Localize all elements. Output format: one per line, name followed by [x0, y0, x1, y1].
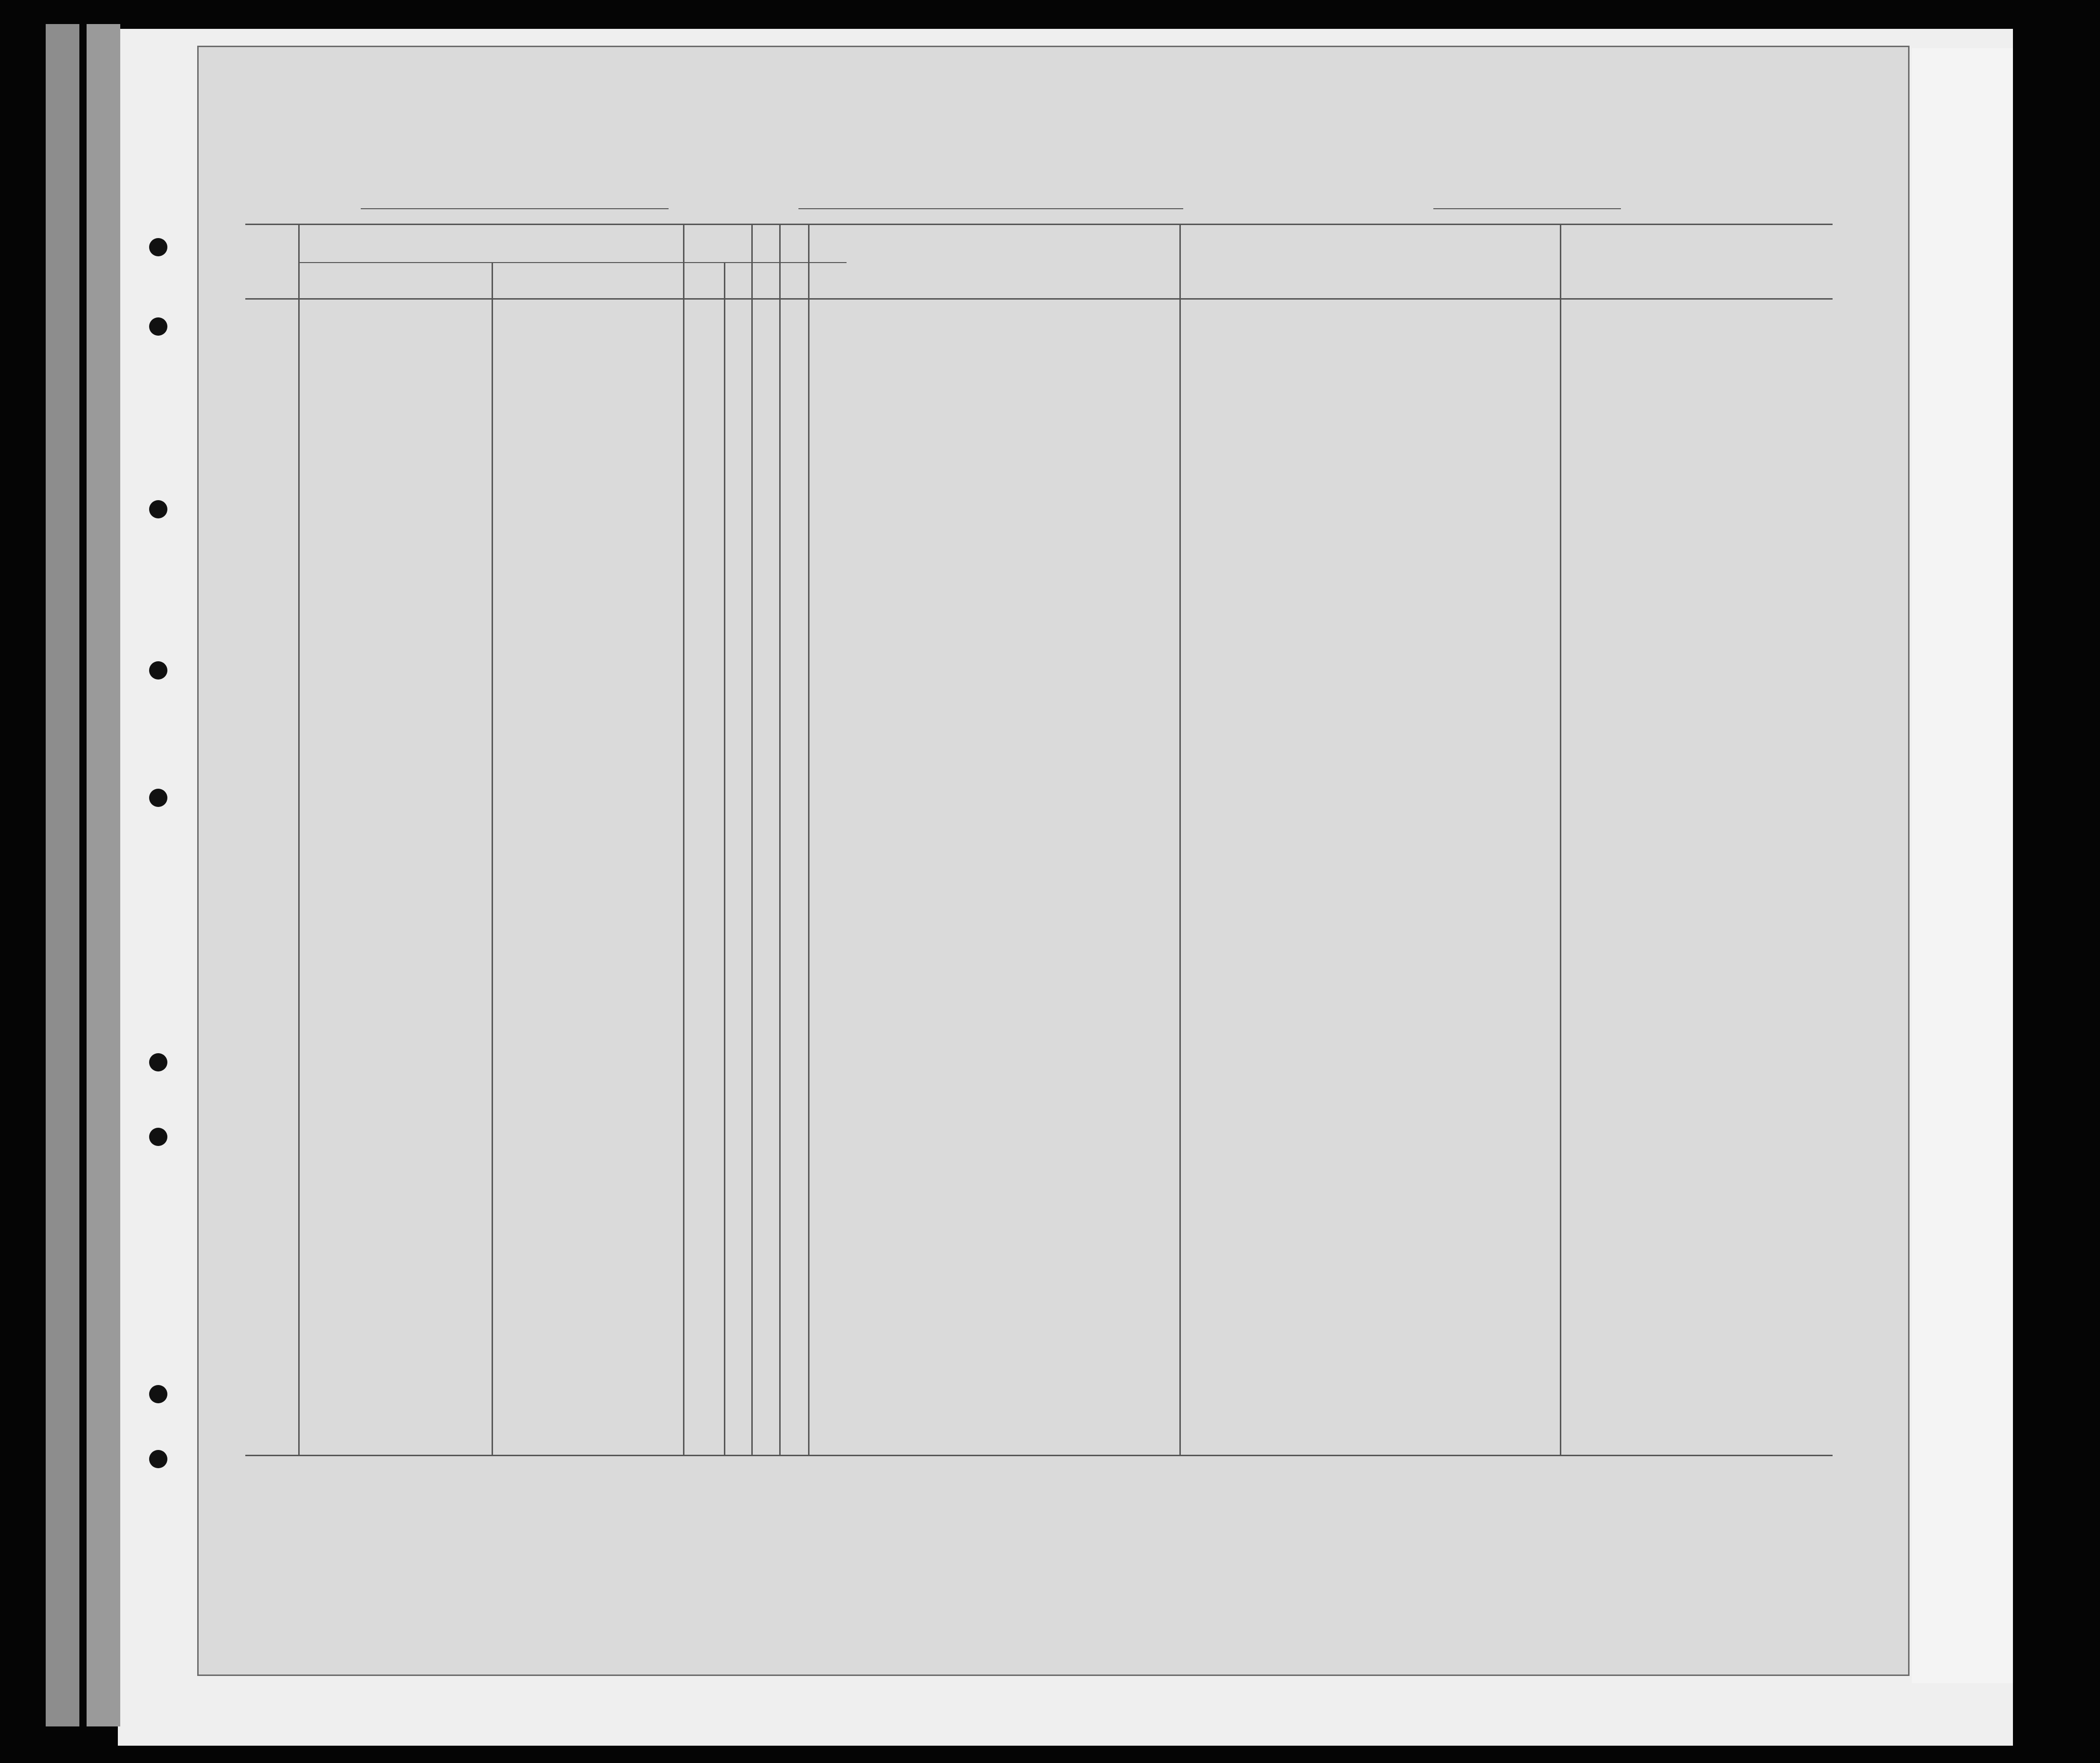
binder-hole: [149, 1385, 167, 1403]
col-divider: [492, 262, 493, 1455]
right-sheet: [1912, 48, 2013, 1683]
col-divider: [683, 224, 684, 1455]
name-subheader-line: [298, 262, 847, 263]
col-divider: [1560, 224, 1561, 1455]
col-divider: [808, 224, 810, 1455]
col-divider: [724, 262, 725, 1455]
binder-hole: [149, 1450, 167, 1468]
binder-strip-left: [46, 24, 79, 1726]
table-bottom-border: [245, 1455, 1833, 1456]
binder-hole: [149, 789, 167, 807]
port-underline: [1433, 208, 1621, 209]
binder-strip-middle: [87, 24, 120, 1726]
sailing-underline: [798, 208, 1183, 209]
binder-hole: [149, 1128, 167, 1146]
table-header-divider: [245, 298, 1833, 300]
col-divider: [779, 224, 781, 1455]
binder-hole: [149, 1053, 167, 1071]
col-divider: [751, 224, 753, 1455]
table-top-border: [245, 224, 1833, 225]
binder-hole: [149, 238, 167, 256]
binder-hole: [149, 317, 167, 336]
col-divider: [298, 224, 300, 1455]
binder-hole: [149, 500, 167, 518]
ship-underline: [361, 208, 669, 209]
binder-hole: [149, 661, 167, 680]
manifest-page: [197, 46, 1910, 1676]
col-divider: [1179, 224, 1181, 1455]
